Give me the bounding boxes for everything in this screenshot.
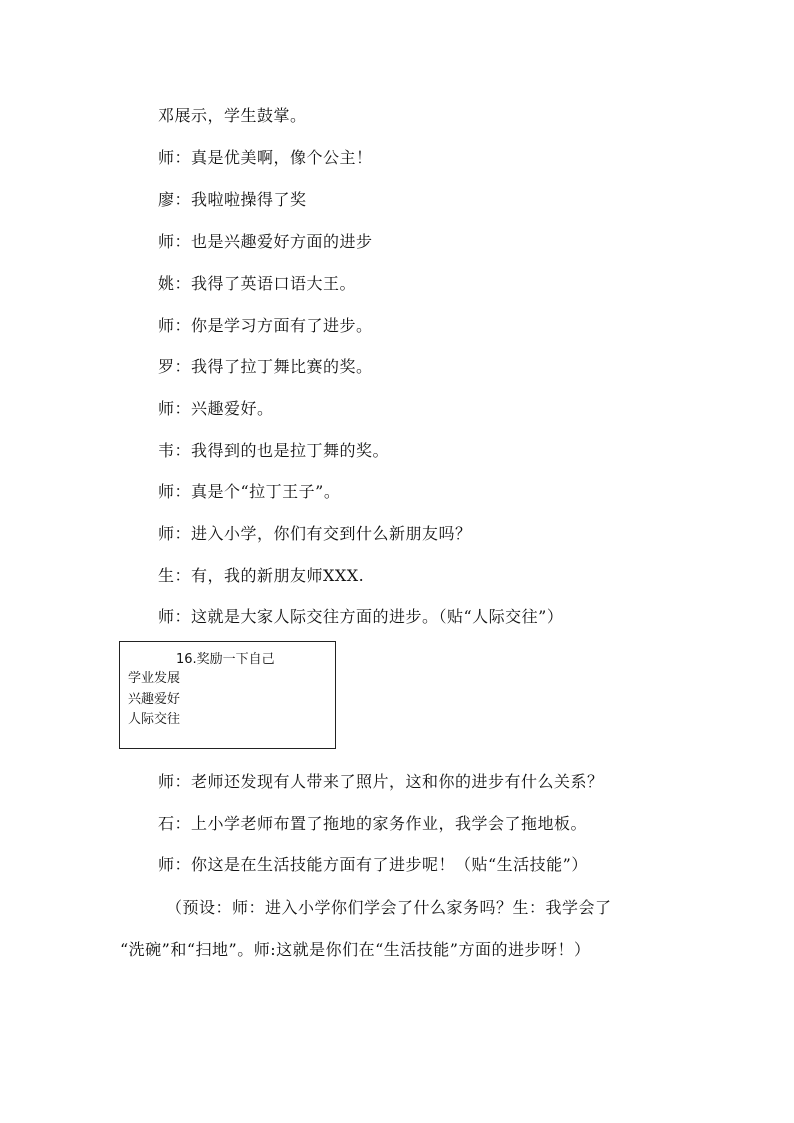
dialogue-line: 师：进入小学，你们有交到什么新朋友吗？: [158, 524, 472, 543]
dialogue-line: 生：有，我的新朋友师XXX.: [158, 566, 365, 585]
preset-line: “洗碗”和“扫地”。师:这就是你们在“生活技能”方面的进步呀！）: [120, 940, 591, 959]
board-item: 兴趣爱好: [128, 692, 181, 707]
dialogue-line: 师：也是兴趣爱好方面的进步: [158, 232, 373, 251]
dialogue-line: 罗：我得了拉丁舞比赛的奖。: [158, 357, 373, 376]
dialogue-line: 师：老师还发现有人带来了照片，这和你的进步有什么关系？: [158, 772, 604, 791]
blackboard-box: [119, 641, 336, 749]
dialogue-line: 师：你这是在生活技能方面有了进步呢！（贴“生活技能”）: [158, 855, 588, 874]
dialogue-line: 师：真是优美啊，像个公主！: [158, 148, 373, 167]
dialogue-line: 廖：我啦啦操得了奖: [158, 190, 307, 209]
board-item: 人际交往: [128, 712, 181, 727]
board-title: 16.奖励一下自己: [176, 652, 275, 667]
dialogue-line: 师：这就是大家人际交往方面的进步。（贴“人际交往”）: [158, 607, 564, 626]
dialogue-line: 石：上小学老师布置了拖地的家务作业，我学会了拖地板。: [158, 814, 588, 833]
dialogue-line: 韦：我得到的也是拉丁舞的奖。: [158, 441, 390, 460]
dialogue-line: 师：真是个“拉丁王子”。: [158, 482, 341, 501]
dialogue-line: 师：兴趣爱好。: [158, 399, 274, 418]
dialogue-line: 师：你是学习方面有了进步。: [158, 316, 373, 335]
dialogue-line: 姚：我得了英语口语大王。: [158, 274, 357, 293]
board-item: 学业发展: [128, 671, 181, 686]
dialogue-line: 邓展示，学生鼓掌。: [158, 106, 307, 125]
preset-line: （预设：师：进入小学你们学会了什么家务吗？生：我学会了: [166, 898, 612, 917]
